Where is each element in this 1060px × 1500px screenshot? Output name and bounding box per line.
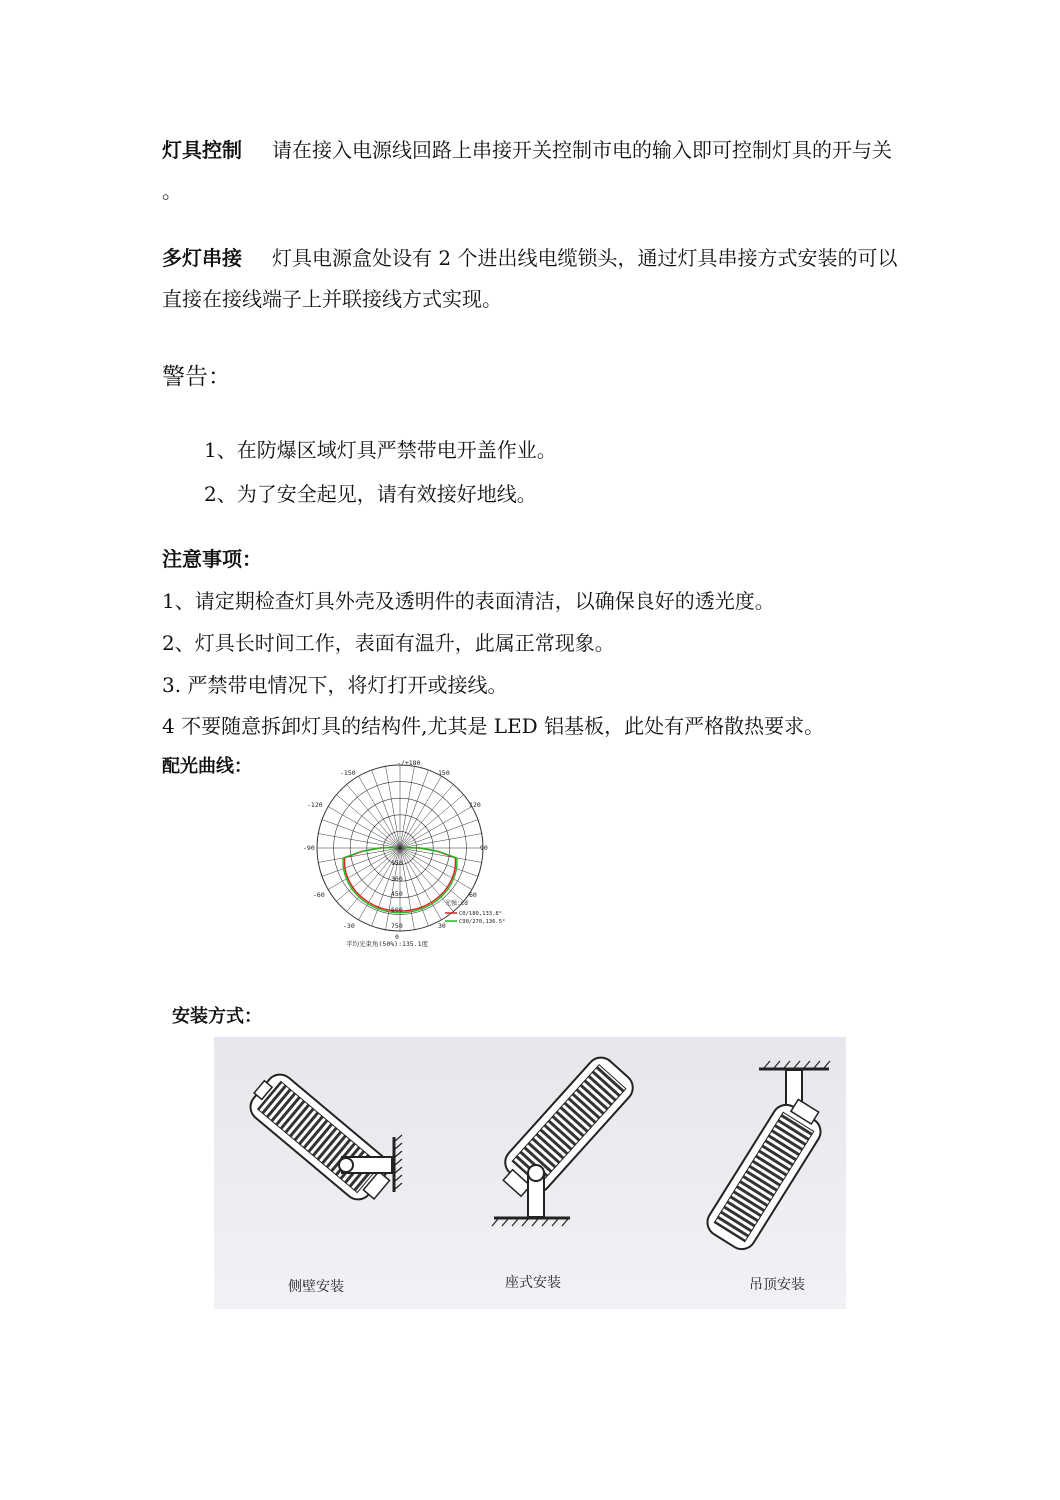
angle-label-150: 150 bbox=[438, 769, 450, 777]
radial-label-150: 150 bbox=[391, 859, 403, 867]
angle-label-neg90: -90 bbox=[303, 844, 315, 852]
warning-item-1: 1、在防爆区域灯具严禁带电开盖作业。 bbox=[204, 438, 557, 462]
unit-label: 光强:cd bbox=[445, 900, 468, 907]
radial-label-450: 450 bbox=[391, 890, 403, 898]
legend-c0-label: C0/180,133.8° bbox=[459, 911, 503, 917]
control-heading: 灯具控制 bbox=[162, 138, 242, 162]
notes-item-4: 4 不要随意拆卸灯具的结构件,尤其是 LED 铝基板，此处有严格散热要求。 bbox=[162, 714, 825, 738]
beam-angle-footer: 平均光束角(50%):135.1度 bbox=[346, 940, 429, 948]
caption-wall-mount: 侧壁安装 bbox=[288, 1279, 344, 1295]
angle-label-180: -/+180 bbox=[397, 759, 421, 767]
angle-label-neg60: -60 bbox=[313, 891, 325, 899]
control-text: 请在接入电源线回路上串接开关控制市电的输入即可控制灯具的开与关 。 bbox=[162, 138, 892, 203]
notes-item-2: 2、灯具长时间工作，表面有温升，此属正常现象。 bbox=[162, 631, 615, 655]
series-paragraph bbox=[162, 238, 912, 320]
angle-label-90: 90 bbox=[480, 844, 488, 852]
angle-label-0: 0 bbox=[395, 933, 399, 941]
angle-label-neg150: -150 bbox=[340, 769, 356, 777]
angle-label-120: 120 bbox=[469, 801, 481, 809]
angle-label-30: 30 bbox=[438, 922, 446, 930]
installation-heading: 安装方式： bbox=[172, 1006, 262, 1027]
angle-label-neg30: -30 bbox=[343, 922, 355, 930]
angle-label-60: 60 bbox=[469, 891, 477, 899]
caption-ceiling-mount: 吊顶安装 bbox=[749, 1277, 805, 1293]
notes-item-3: 3. 严禁带电情况下，将灯打开或接线。 bbox=[162, 673, 508, 697]
warning-item-2: 2、为了安全起见，请有效接好地线。 bbox=[204, 482, 537, 506]
control-paragraph bbox=[162, 130, 912, 212]
light-curve-heading: 配光曲线： bbox=[162, 756, 252, 777]
legend-c90-label: C90/270,136.5° bbox=[459, 919, 506, 925]
series-heading: 多灯串接 bbox=[162, 246, 242, 270]
notes-item-1: 1、请定期检查灯具外壳及透明件的表面清洁，以确保良好的透光度。 bbox=[162, 589, 775, 613]
radial-label-600: 600 bbox=[391, 906, 403, 914]
angle-label-neg120: -120 bbox=[307, 801, 323, 809]
radial-label-300: 300 bbox=[391, 875, 403, 883]
installation-methods-figure bbox=[214, 1037, 846, 1309]
caption-seat-mount: 座式安装 bbox=[505, 1275, 561, 1291]
radial-label-750: 750 bbox=[391, 922, 403, 930]
warning-heading: 警告： bbox=[162, 364, 231, 390]
polar-light-distribution-chart bbox=[300, 755, 525, 955]
series-text: 灯具电源盒处设有 2 个进出线电缆锁头，通过灯具串接方式安装的可以直接在接线端子上并联接线方式实现。 bbox=[162, 246, 898, 311]
notes-heading: 注意事项： bbox=[162, 547, 262, 571]
